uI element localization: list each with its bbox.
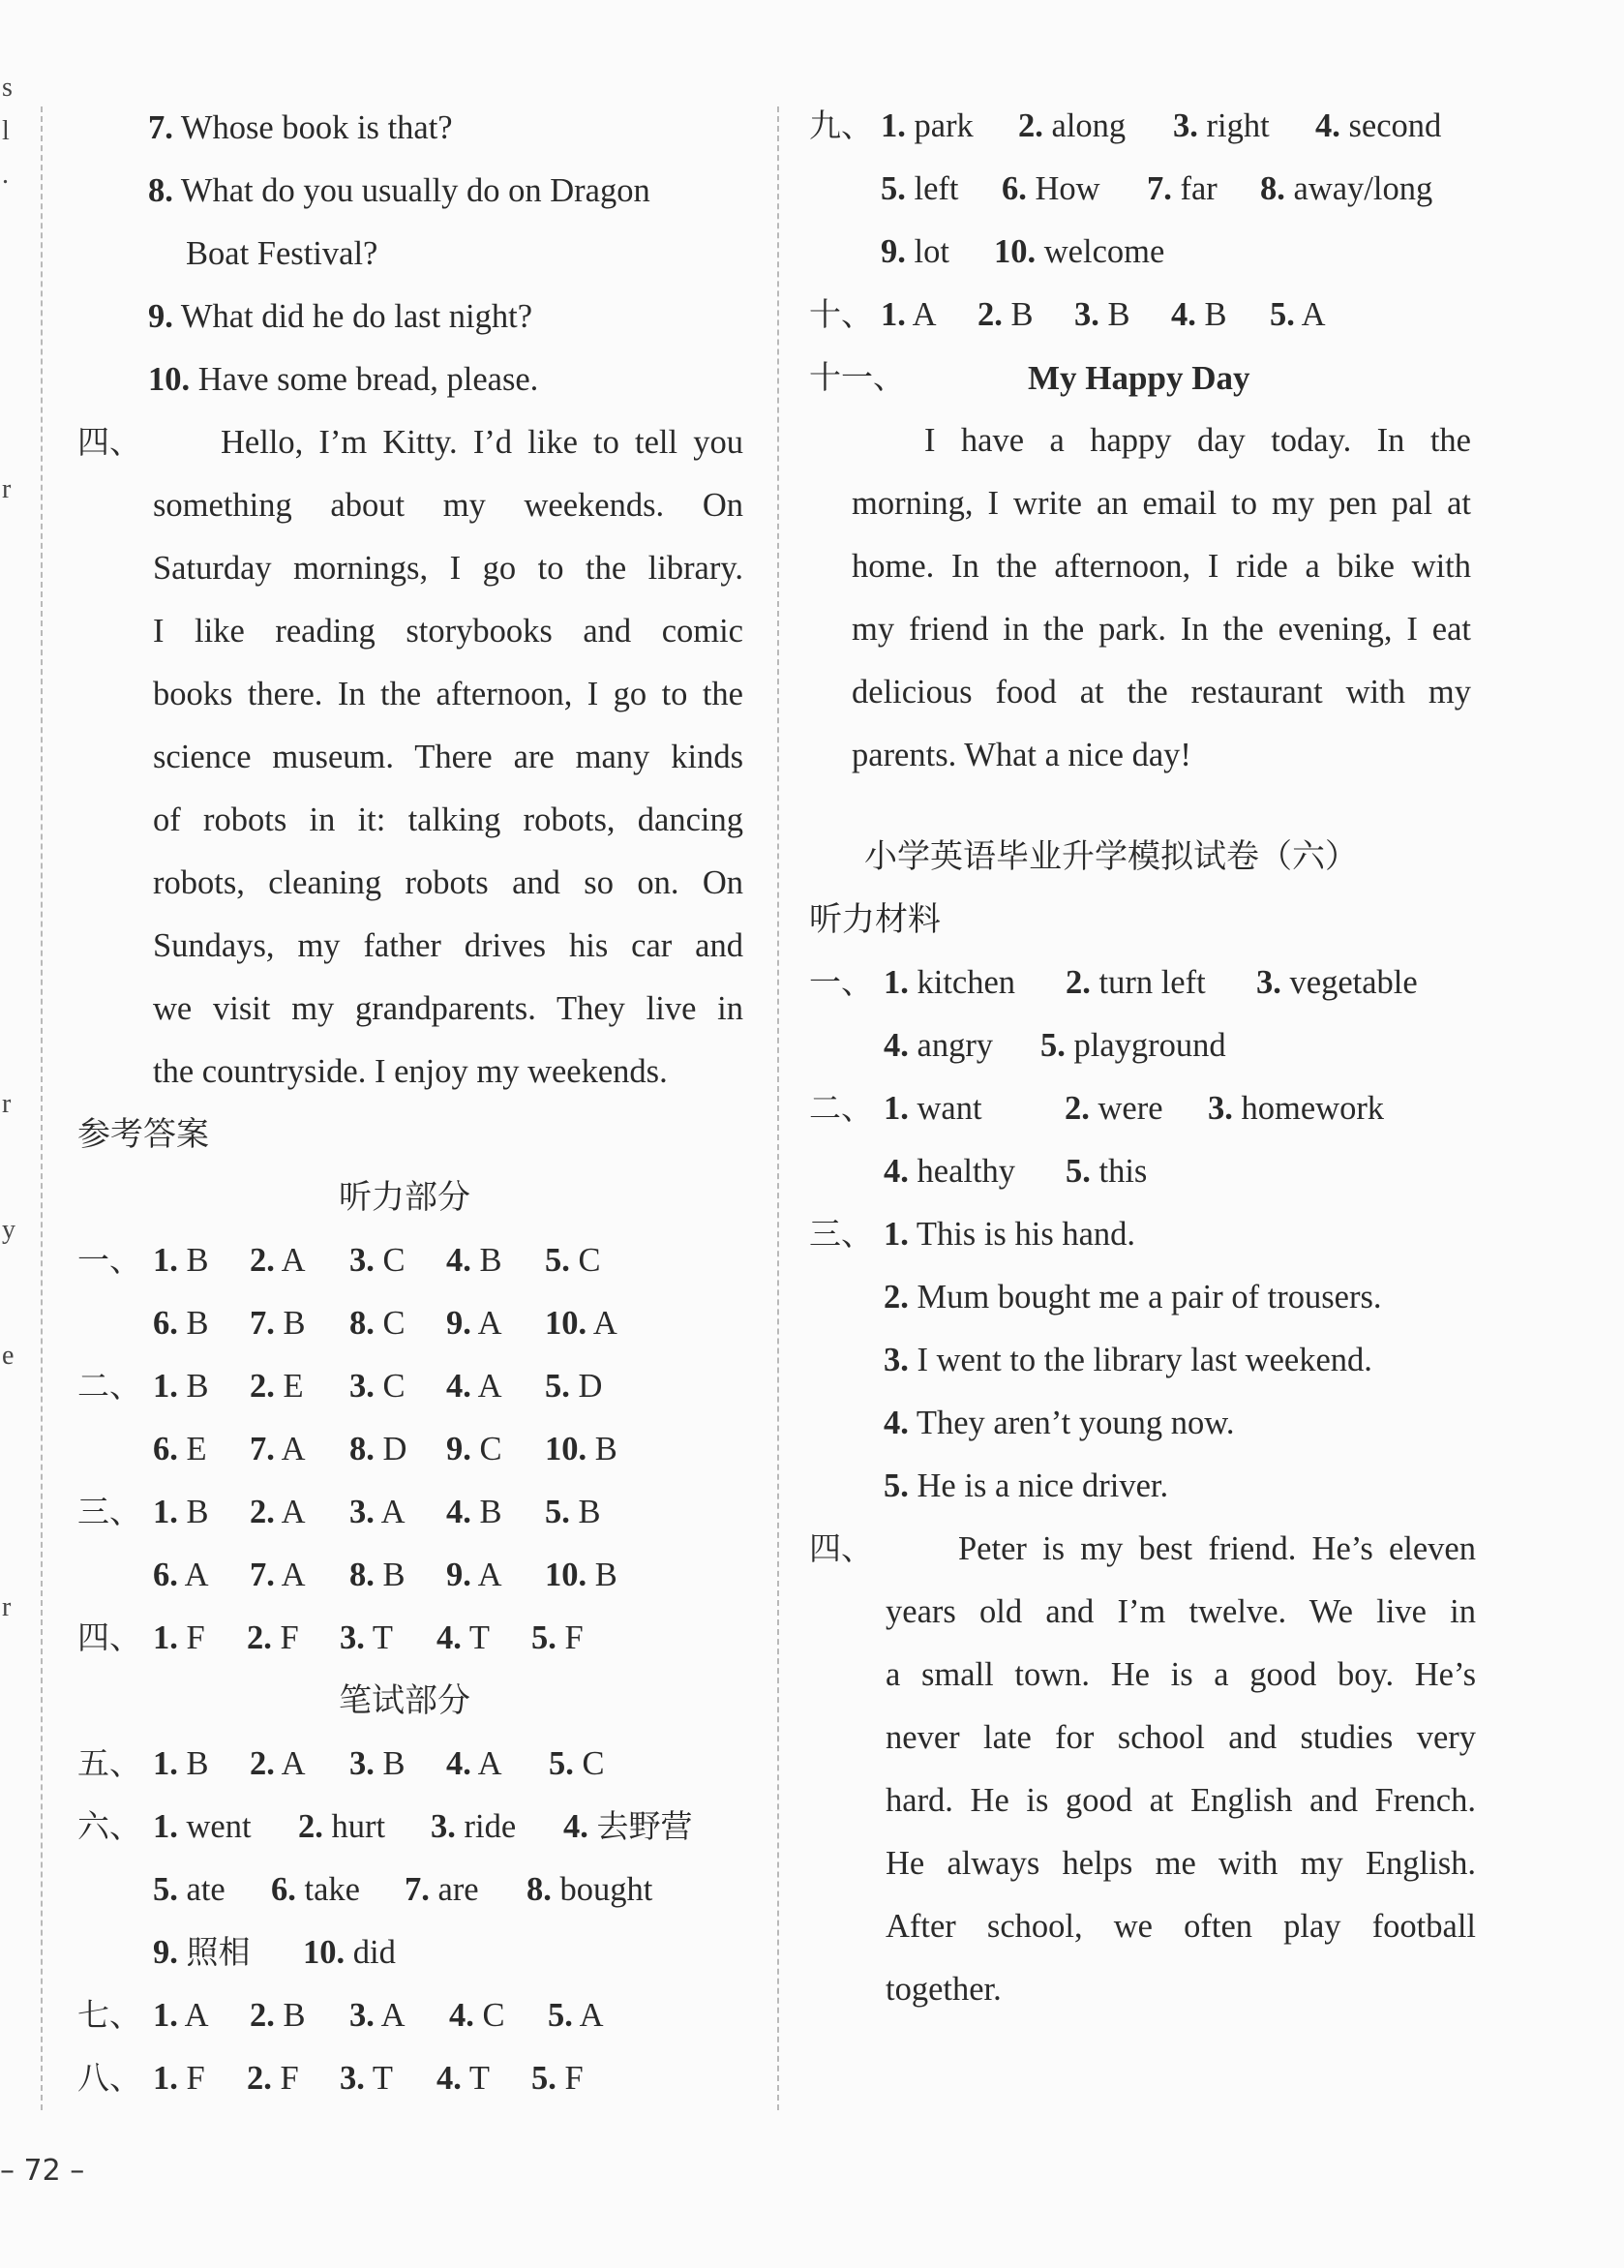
sentence-8: 8. What do you usually do on Dragon <box>148 172 650 209</box>
passage-line: He always helps me with my English. <box>886 1845 1476 1882</box>
passage-line: science museum. There are many kinds <box>153 739 743 775</box>
answer-row: 1. park 2. along 3. right 4. second <box>881 107 1442 144</box>
essay-line: morning, I write an email to my pen pal at <box>852 485 1471 522</box>
section-label: 一、 <box>77 1241 141 1279</box>
answer-row: 6. B 7. B 8. C 9. A 10. A <box>153 1305 617 1342</box>
passage-line: together. <box>886 1971 1002 2008</box>
answer-row: 1. A 2. B 3. B 4. B 5. A <box>881 296 1326 333</box>
section-label: 三、 <box>77 1493 141 1530</box>
edge-mark: s <box>2 73 13 103</box>
answer-row: 1. F 2. F 3. T 4. T 5. F <box>153 2060 584 2097</box>
section-label: 三、 <box>809 1215 873 1253</box>
section-label: 九、 <box>809 106 873 144</box>
material-row: 1. want 2. were 3. homework <box>884 1090 1385 1127</box>
passage-line: Sundays, my father drives his car and <box>153 927 743 964</box>
sentence-8-cont: Boat Festival? <box>186 235 378 272</box>
answer-row: 1. A 2. B 3. A 4. C 5. A <box>153 1997 604 2034</box>
answer-row: 1. B 2. A 3. A 4. B 5. B <box>153 1494 601 1530</box>
material-row: 4. angry 5. playground <box>884 1027 1226 1064</box>
essay-line: I have a happy day today. In the <box>924 422 1471 459</box>
passage-line: I like reading storybooks and comic <box>153 613 743 650</box>
answer-row: 5. left 6. How 7. far 8. away/long <box>881 170 1433 207</box>
passage-line: we visit my grandparents. They live in <box>153 990 743 1027</box>
section-label: 四、 <box>77 423 141 461</box>
answer-key-title: 参考答案 <box>77 1115 209 1154</box>
section-label: 一、 <box>809 963 873 1001</box>
material-row: 1. kitchen 2. turn left 3. vegetable <box>884 964 1418 1001</box>
passage-line: a small town. He is a good boy. He’s <box>886 1656 1476 1693</box>
passage-line: Saturday mornings, I go to the library. <box>153 550 743 587</box>
material-sentence: 3. I went to the library last weekend. <box>884 1342 1372 1378</box>
edge-mark: y <box>2 1215 15 1245</box>
section-label: 六、 <box>77 1807 141 1845</box>
answer-row: 9. lot 10. welcome <box>881 233 1165 270</box>
passage-line: never late for school and studies very <box>886 1719 1476 1756</box>
passage-line: Peter is my best friend. He’s eleven <box>958 1530 1476 1567</box>
essay-line: home. In the afternoon, I ride a bike with <box>852 548 1471 585</box>
passage-line: After school, we often play football <box>886 1908 1476 1945</box>
answer-row: 6. E 7. A 8. D 9. C 10. B <box>153 1431 617 1467</box>
answer-row: 1. B 2. E 3. C 4. A 5. D <box>153 1368 603 1405</box>
essay-title: My Happy Day <box>1028 359 1250 397</box>
material-sentence: 2. Mum bought me a pair of trousers. <box>884 1279 1382 1315</box>
material-sentence: 1. This is his hand. <box>884 1216 1136 1253</box>
material-row: 4. healthy 5. this <box>884 1153 1148 1190</box>
sentence-7: 7. Whose book is that? <box>148 109 453 146</box>
sentence-9: 9. What did he do last night? <box>148 298 533 335</box>
answer-row: 5. ate 6. take 7. are 8. bought <box>153 1871 653 1908</box>
passage-line: books there. In the afternoon, I go to the <box>153 676 743 712</box>
passage-line: of robots in it: talking robots, dancing <box>153 801 743 838</box>
material-sentence: 4. They aren’t young now. <box>884 1405 1235 1441</box>
edge-mark: r <box>2 474 12 504</box>
section-label: 十、 <box>809 295 873 333</box>
edge-mark: r <box>2 1592 12 1622</box>
answer-row: 1. went 2. hurt 3. ride 4. 去野营 <box>153 1807 693 1845</box>
writing-heading: 笔试部分 <box>339 1681 470 1720</box>
section-label: 四、 <box>77 1618 141 1656</box>
passage-line: Hello, I’m Kitty. I’d like to tell you <box>221 424 743 461</box>
section-label: 二、 <box>77 1367 141 1405</box>
passage-line: something about my weekends. On <box>153 487 743 524</box>
answer-row: 1. F 2. F 3. T 4. T 5. F <box>153 1619 584 1656</box>
section-label: 五、 <box>77 1744 141 1782</box>
edge-mark: r <box>2 1089 12 1119</box>
page-number: – 72 – <box>0 2154 85 2188</box>
answer-row: 1. B 2. A 3. C 4. B 5. C <box>153 1242 601 1279</box>
listening-material-heading: 听力材料 <box>809 900 941 939</box>
edge-mark: e <box>2 1341 15 1371</box>
section-label: 七、 <box>77 1996 141 2034</box>
material-sentence: 5. He is a nice driver. <box>884 1467 1169 1504</box>
answer-row: 1. B 2. A 3. B 4. A 5. C <box>153 1745 605 1782</box>
section-label: 二、 <box>809 1089 873 1127</box>
section-label: 八、 <box>77 2059 141 2097</box>
answer-row: 6. A 7. A 8. B 9. A 10. B <box>153 1557 617 1593</box>
essay-line: my friend in the park. In the evening, I eat <box>852 611 1471 648</box>
essay-line: parents. What a nice day! <box>852 737 1191 773</box>
passage-line: the countryside. I enjoy my weekends. <box>153 1053 668 1090</box>
binding-line <box>41 106 43 2110</box>
essay-line: delicious food at the restaurant with my <box>852 674 1471 711</box>
passage-line: robots, cleaning robots and so on. On <box>153 864 743 901</box>
passage-line: hard. He is good at English and French. <box>886 1782 1476 1819</box>
column-divider <box>777 106 779 2110</box>
sentence-10: 10. Have some bread, please. <box>148 361 539 398</box>
section-label: 四、 <box>809 1529 873 1567</box>
exam-title: 小学英语毕业升学模拟试卷（六） <box>864 837 1358 876</box>
edge-mark: . <box>2 160 9 190</box>
listening-heading: 听力部分 <box>339 1178 470 1217</box>
passage-line: years old and I’m twelve. We live in <box>886 1593 1476 1630</box>
answer-row: 9. 照相 10. did <box>153 1933 396 1971</box>
section-label: 十一、 <box>809 358 905 396</box>
edge-mark: l <box>2 116 10 146</box>
